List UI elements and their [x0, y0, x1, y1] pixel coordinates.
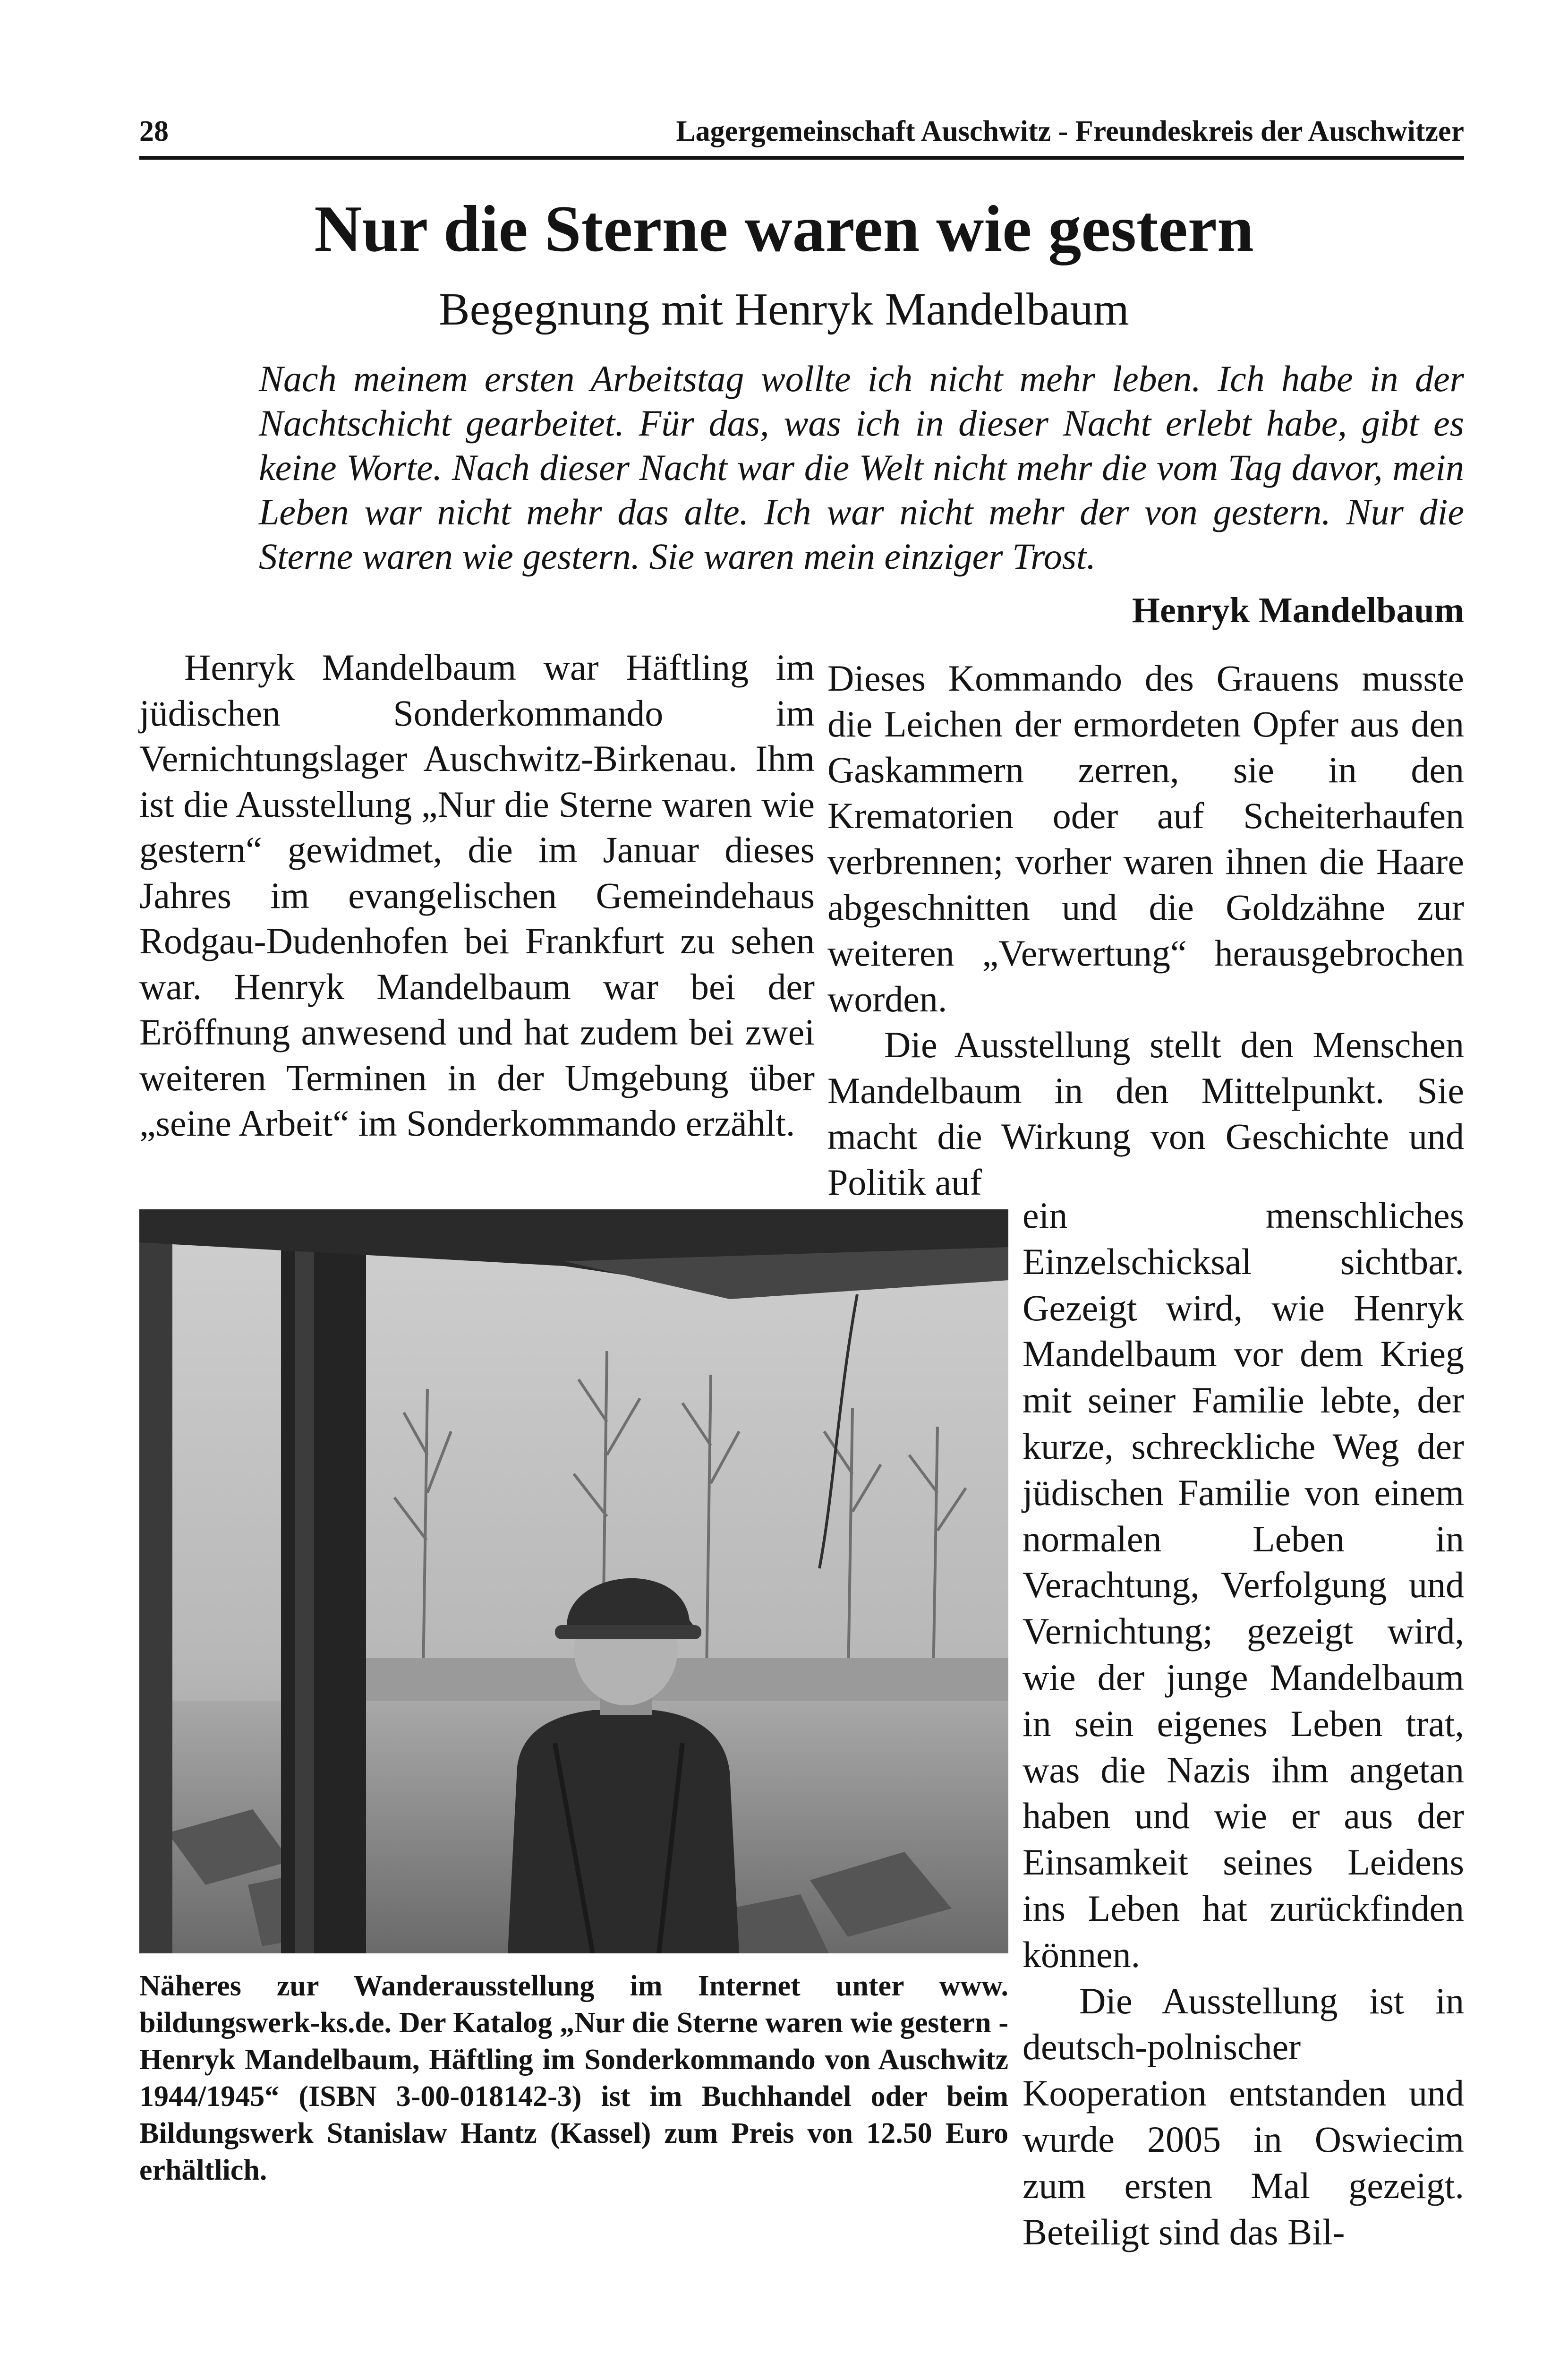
page-header: [139, 108, 1464, 155]
article-subtitle: Begegnung mit Henryk Mandelbaum: [439, 284, 1129, 335]
article-photo: [139, 1209, 1008, 1953]
right-paragraph-2a: Die Ausstellung stellt den Menschen Mandelbaum in den Mittelpunkt. Sie macht die Wirkung von Geschichte und Politik auf: [827, 1024, 1464, 1203]
photo-illustration: [139, 1209, 1008, 1953]
right-paragraph-1: Dieses Kommando des Grauens musste die Leichen der ermordeten Opfer aus den Gaskammern zerren, sie in den Krematorien oder auf Scheiterhaufen verbrennen; vorher waren ihnen die Haare abgeschnitten und die Goldzähne zur weiteren „Verwertung“ herausgebrochen worden.: [827, 658, 1464, 1019]
right-column-narrow: [1023, 1192, 1464, 2255]
right-paragraph-3: Die Ausstellung ist in deutsch-polnischer Kooperation entstanden und wurde 2005 in Oswiecim zum ersten Mal gezeigt. Beteiligt sind das Bil-: [1023, 1980, 1464, 2252]
quote-author: Henryk Mandelbaum: [1132, 590, 1464, 630]
running-title: Lagergemeinschaft Auschwitz - Freundeskreis der Auschwitzer: [676, 115, 1464, 147]
right-column-top: [827, 655, 1464, 1205]
left-column-paragraph: Henryk Mandelbaum war Häftling im jüdischen Sonderkommando im Vernichtungslager Auschwitz-Birkenau. Ihm ist die Ausstellung „Nur die Sterne waren wie gestern“ gewidmet, die im Januar dieses Jahres im evangelischen Gemeindehaus Rodgau-Dudenhofen bei Frankfurt zu sehen war. Henryk Mandelbaum war bei der Eröffnung anwesend und hat zudem bei zwei weiteren Terminen in der Umgebung über „seine Arbeit“ im Sonderkommando erzählt.: [139, 647, 815, 1144]
header-rule: [139, 156, 1464, 160]
right-paragraph-2b: ein menschliches Einzelschicksal sichtbar. Gezeigt wird, wie Henryk Mandelbaum vor dem Krieg mit seiner Familie lebte, der kurze, schreckliche Weg der jüdischen Familie von einem normalen Leben in Verachtung, Verfolgung und Vernichtung; gezeigt wird, wie der junge Mandelbaum in sein eigenes Leben trat, was die Nazis ihm angetan haben und wie er aus der Einsamkeit seines Leidens ins Leben hat zurückfinden können.: [1023, 1195, 1464, 1975]
article-title: Nur die Sterne waren wie gestern: [314, 192, 1254, 265]
intro-quote: Nach meinem ersten Arbeitstag wollte ich nicht mehr leben. Ich habe in der Nachtschicht gearbeitet. Für das, was ich in dieser Nacht erlebt habe, gibt es keine Worte. Nach dieser Nacht war die Welt nicht mehr die vom Tag davor, mein Leben war nicht mehr das alte. Ich war nicht mehr der von gestern. Nur die Sterne waren wie gestern. Sie waren mein einziger Trost.: [259, 358, 1464, 577]
page-number: 28: [139, 115, 169, 147]
photo-caption: Näheres zur Wanderausstellung im Internet unter www. bildungswerk-ks.de. Der Katalog „Nur die Sterne waren wie gestern - Henryk Mandelbaum, Häftling im Sonderkommando von Auschwitz 1944/1945“ (ISBN 3-00-018142-3) ist im Buchhandel oder beim Bildungswerk Stanislaw Hantz (Kassel) zum Preis von 12.50 Euro erhältlich.: [139, 1970, 1008, 2186]
